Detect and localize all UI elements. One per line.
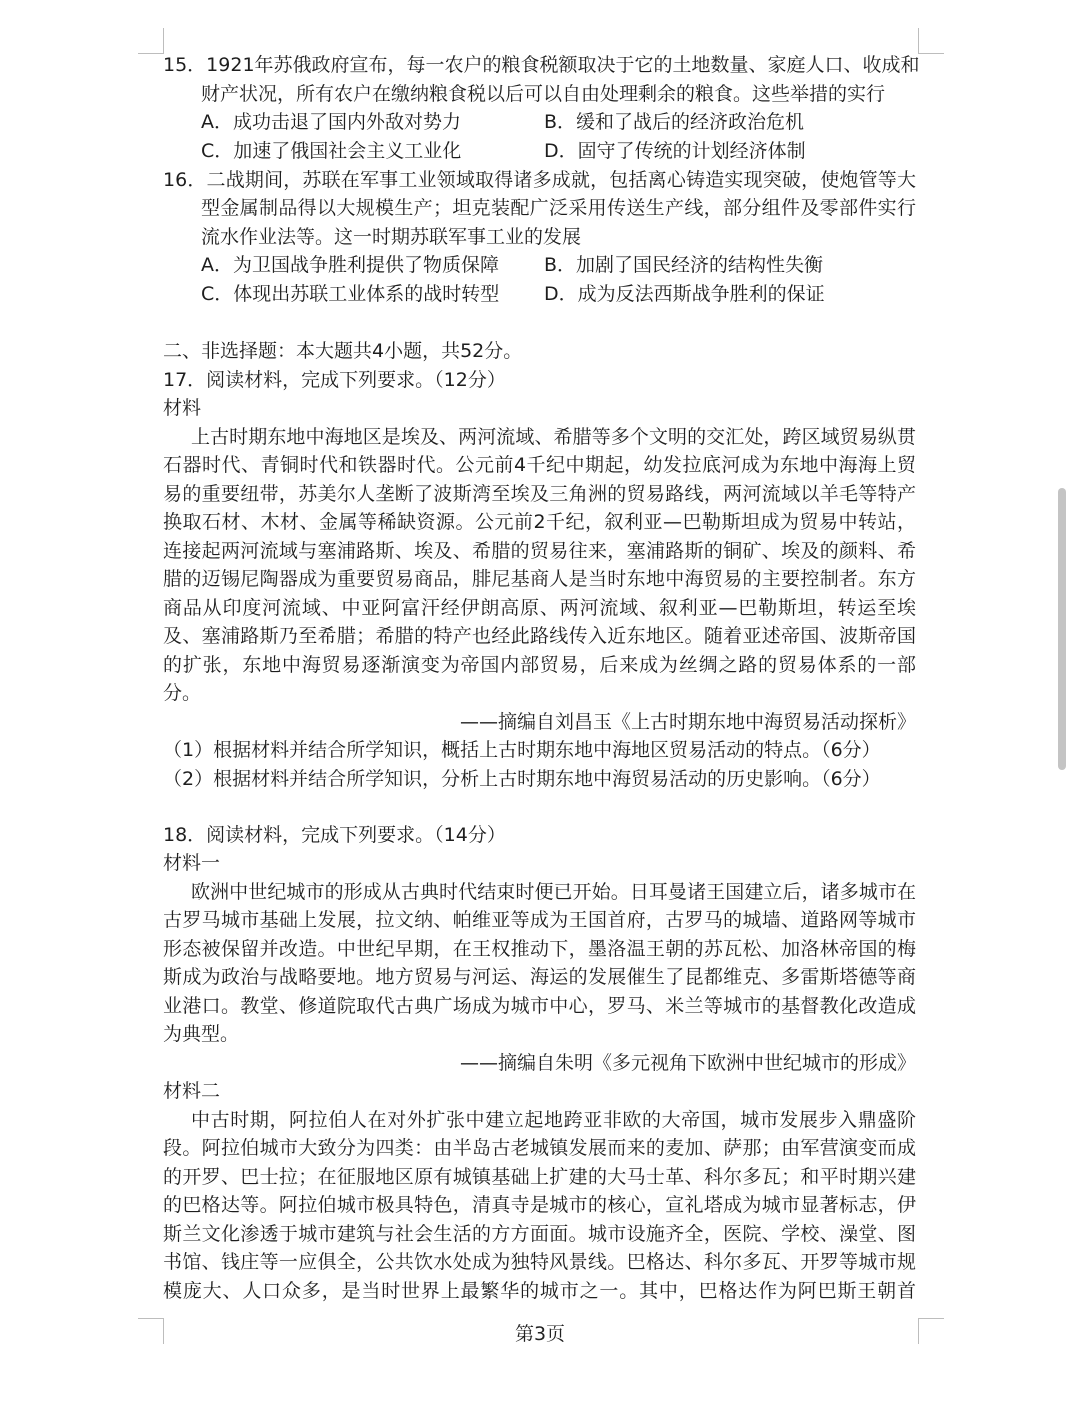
material-line: 书馆、钱庄等一应俱全，公共饮水处成为独特风景线。巴格达、科尔多瓦、开罗等城市规 (163, 1251, 916, 1273)
material-line: 的巴格达等。阿拉伯城市极具特色，清真寺是城市的核心，宣礼塔成为城市显著标志，伊 (163, 1194, 916, 1216)
material-line: 欧洲中世纪城市的形成从古典时代结束时便已开始。日耳曼诸王国建立后，诸多城市在 (191, 881, 916, 903)
material-line: 段。阿拉伯城市大致分为四类：由半岛古老城镇发展而来的麦加、萨那；由军营演变而成 (163, 1137, 916, 1159)
material-line: 石器时代、青铜时代和铁器时代。公元前4千纪中期起，幼发拉底河成为东地中海海上贸 (163, 454, 916, 476)
material-line: 上古时期东地中海地区是埃及、两河流域、希腊等多个文明的交汇处，跨区域贸易纵贯 (191, 426, 916, 448)
material-source: ——摘编自刘昌玉《上古时期东地中海贸易活动探析》 (459, 711, 916, 733)
material-line: 斯兰文化渗透于城市建筑与社会生活的方方面面。城市设施齐全，医院、学校、澡堂、图 (163, 1223, 916, 1245)
option-15-a: A．成功击退了国内外敌对势力 (201, 111, 461, 133)
option-16-b: B．加剧了国民经济的结构性失衡 (544, 254, 824, 276)
scrollbar-thumb[interactable] (1058, 488, 1066, 770)
material-label: 材料 (163, 397, 202, 419)
question-18-title: 18．阅读材料，完成下列要求。（14分） (163, 824, 506, 846)
question-15-line: 15．1921年苏俄政府宣布，每一农户的粮食税额取决于它的土地数量、家庭人口、收成和 (163, 54, 920, 76)
material-line: 腊的迈锡尼陶器成为重要贸易商品，腓尼基商人是当时东地中海贸易的主要控制者。东方 (163, 568, 916, 590)
material-line: 连接起两河流域与塞浦路斯、埃及、希腊的贸易往来，塞浦路斯的铜矿、埃及的颜料、希 (163, 540, 916, 562)
material-line: 为典型。 (163, 1023, 240, 1045)
material-line: 模庞大、人口众多，是当时世界上最繁华的城市之一。其中，巴格达作为阿巴斯王朝首 (163, 1280, 916, 1302)
material-line: 及、塞浦路斯乃至希腊；希腊的特产也经此路线传入近东地区。随着亚述帝国、波斯帝国 (163, 625, 916, 647)
material-line: 换取石材、木材、金属等稀缺资源。公元前2千纪，叙利亚—巴勒斯坦成为贸易中转站， (163, 511, 916, 533)
section-heading: 二、非选择题：本大题共4小题，共52分。 (163, 340, 523, 362)
option-16-c: C．体现出苏联工业体系的战时转型 (201, 283, 500, 305)
material-2-label: 材料二 (163, 1080, 221, 1102)
page-number: 第3页 (514, 1323, 566, 1345)
question-16-line: 型金属制品得以大规模生产；坦克装配广泛采用传送生产线，部分组件及零部件实行 (201, 197, 916, 219)
question-16-line: 流水作业法等。这一时期苏联军事工业的发展 (201, 226, 582, 248)
material-1-label: 材料一 (163, 852, 221, 874)
option-15-d: D．固守了传统的计划经济体制 (544, 140, 806, 162)
option-16-d: D．成为反法西斯战争胜利的保证 (544, 283, 825, 305)
option-16-a: A．为卫国战争胜利提供了物质保障 (201, 254, 499, 276)
sub-question-2: （2）根据材料并结合所学知识，分析上古时期东地中海贸易活动的历史影响。（6分） (163, 768, 881, 790)
question-15-line: 财产状况，所有农户在缴纳粮食税以后可以自由处理剩余的粮食。这些举措的实行 (201, 83, 886, 105)
question-16-line: 16．二战期间，苏联在军事工业领域取得诸多成就，包括离心铸造实现突破，使炮管等大 (163, 169, 916, 191)
option-15-c: C．加速了俄国社会主义工业化 (201, 140, 462, 162)
material-line: 商品从印度河流域、中亚阿富汗经伊朗高原、两河流域、叙利亚—巴勒斯坦，转运至埃 (163, 597, 916, 619)
material-line: 中古时期，阿拉伯人在对外扩张中建立起地跨亚非欧的大帝国，城市发展步入鼎盛阶 (191, 1109, 916, 1131)
sub-question-1: （1）根据材料并结合所学知识，概括上古时期东地中海地区贸易活动的特点。（6分） (163, 739, 881, 761)
material-line: 业港口。教堂、修道院取代古典广场成为城市中心，罗马、米兰等城市的基督教化改造成 (163, 995, 916, 1017)
option-15-b: B．缓和了战后的经济政治危机 (544, 111, 805, 133)
material-line: 易的重要纽带，苏美尔人垄断了波斯湾至埃及三角洲的贸易路线，两河流域以羊毛等特产 (163, 483, 916, 505)
material-line: 分。 (163, 682, 202, 704)
material-line: 斯成为政治与战略要地。地方贸易与河运、海运的发展催生了昆都维克、多雷斯塔德等商 (163, 966, 916, 988)
material-line: 的扩张，东地中海贸易逐渐演变为帝国内部贸易，后来成为丝绸之路的贸易体系的一部 (163, 654, 916, 676)
material-line: 的开罗、巴士拉；在征服地区原有城镇基础上扩建的大马士革、科尔多瓦；和平时期兴建 (163, 1166, 916, 1188)
material-source: ——摘编自朱明《多元视角下欧洲中世纪城市的形成》 (459, 1052, 916, 1074)
material-line: 古罗马城市基础上发展，拉文纳、帕维亚等成为王国首府，古罗马的城墙、道路网等城市 (163, 909, 916, 931)
question-17-title: 17．阅读材料，完成下列要求。（12分） (163, 369, 506, 391)
material-line: 形态被保留并改造。中世纪早期，在王权推动下，墨洛温王朝的苏瓦松、加洛林帝国的梅 (163, 938, 916, 960)
